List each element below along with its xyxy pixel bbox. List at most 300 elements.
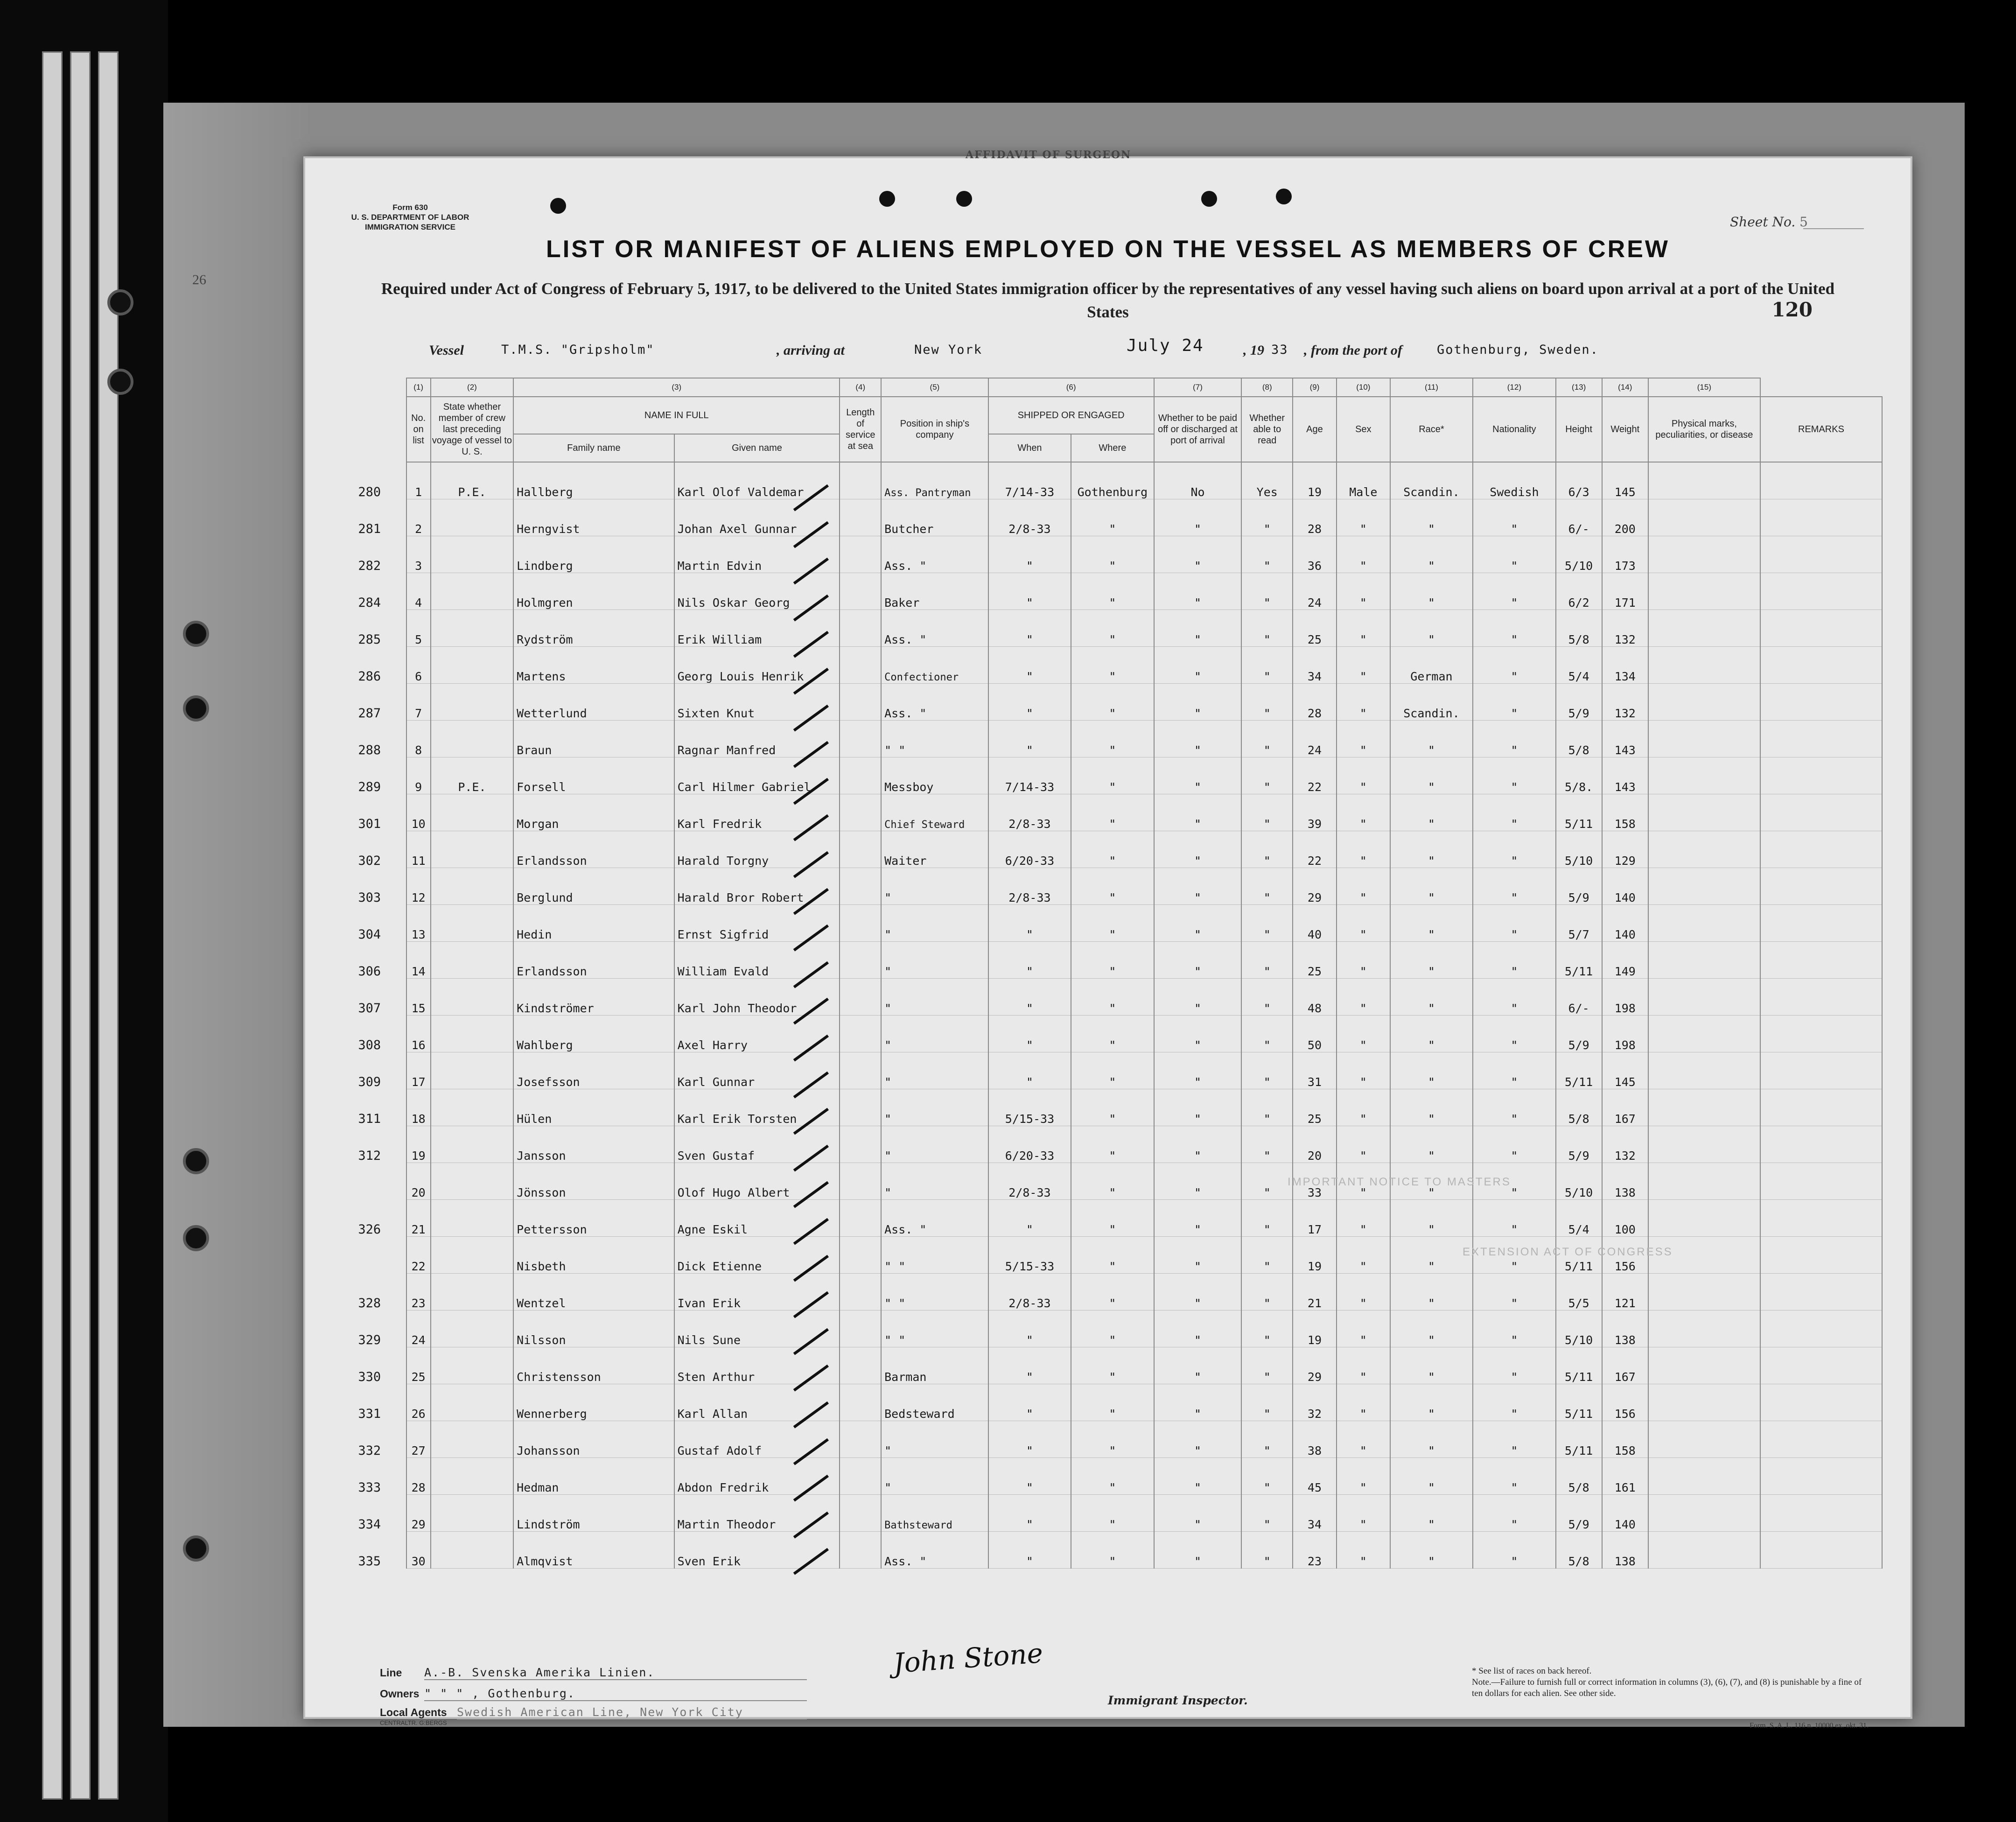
shipped-where-cell: " [1071, 1052, 1154, 1089]
list-number-cell: 11 [406, 831, 431, 868]
col-num: (5) [881, 378, 988, 397]
physical-marks-cell [1648, 1089, 1760, 1126]
previous-voyage-cell [431, 536, 513, 573]
family-name-cell: Kindströmer [513, 979, 674, 1016]
sex-cell: " [1337, 831, 1390, 868]
given-name-cell: Karl Erik Torsten [674, 1089, 840, 1126]
given-name-cell: Axel Harry [674, 1016, 840, 1052]
list-number-cell: 16 [406, 1016, 431, 1052]
header-no-on-list: No. on list [406, 397, 431, 462]
list-number-cell: 4 [406, 573, 431, 610]
shipped-when-cell: 5/15-33 [988, 1089, 1071, 1126]
margin-number-cell: 304 [333, 905, 406, 942]
shipped-where-cell: Gothenburg [1071, 462, 1154, 499]
sex-cell: " [1337, 1200, 1390, 1237]
given-name-cell: Ernst Sigfrid [674, 905, 840, 942]
margin-number-cell: 328 [333, 1274, 406, 1310]
physical-marks-cell [1648, 905, 1760, 942]
height-cell: 5/8 [1556, 1458, 1602, 1495]
length-of-service-cell [840, 1421, 881, 1458]
crew-row [333, 684, 1882, 721]
previous-voyage-cell: P.E. [431, 462, 513, 499]
shipped-where-cell: " [1071, 831, 1154, 868]
shipped-when-cell: " [988, 1532, 1071, 1569]
family-name-cell: Holmgren [513, 573, 674, 610]
age-cell: 19 [1293, 1237, 1337, 1274]
shipped-where-cell: " [1071, 536, 1154, 573]
height-cell: 5/10 [1556, 1163, 1602, 1200]
nationality-cell: " [1473, 1237, 1555, 1274]
agents-label: Local Agents [380, 1706, 447, 1718]
crew-row [333, 1532, 1882, 1569]
height-cell: 5/9 [1556, 1016, 1602, 1052]
header-given-name: Given name [674, 434, 840, 462]
height-cell: 5/9 [1556, 1495, 1602, 1532]
previous-voyage-cell [431, 979, 513, 1016]
able-to-read-cell: " [1241, 979, 1293, 1016]
shipped-where-cell: " [1071, 1310, 1154, 1347]
remarks-cell [1760, 1274, 1882, 1310]
shipped-where-cell: " [1071, 1495, 1154, 1532]
remarks-cell [1760, 1310, 1882, 1347]
header-physical-marks: Physical marks, peculiarities, or disease [1648, 397, 1760, 462]
age-cell: 34 [1293, 1495, 1337, 1532]
position-cell: Ass. " [881, 536, 988, 573]
paid-off-cell: " [1154, 1052, 1242, 1089]
col-num: (4) [840, 378, 881, 397]
crew-row [333, 831, 1882, 868]
weight-cell: 156 [1602, 1237, 1648, 1274]
sex-cell: " [1337, 942, 1390, 979]
crew-row [333, 1421, 1882, 1458]
margin-number-cell: 281 [333, 499, 406, 536]
length-of-service-cell [840, 1126, 881, 1163]
race-cell: " [1390, 536, 1473, 573]
shipped-when-cell: " [988, 1200, 1071, 1237]
family-name-cell: Braun [513, 721, 674, 757]
position-cell: " [881, 1163, 988, 1200]
sex-cell: " [1337, 1274, 1390, 1310]
length-of-service-cell [840, 1495, 881, 1532]
sex-cell: " [1337, 573, 1390, 610]
age-cell: 34 [1293, 647, 1337, 684]
given-name-cell: Ivan Erik [674, 1274, 840, 1310]
race-cell: " [1390, 610, 1473, 647]
race-cell: " [1390, 979, 1473, 1016]
sex-cell: " [1337, 1016, 1390, 1052]
age-cell: 28 [1293, 499, 1337, 536]
shipped-when-cell: " [988, 1016, 1071, 1052]
printer-mark: CENTRALTR. G:BERGS [380, 1719, 447, 1726]
shipped-when-cell: " [988, 536, 1071, 573]
position-cell: Bedsteward [881, 1384, 988, 1421]
penalty-note: Note.—Failure to furnish full or correct information in columns (3), (6), (7), and (8) is punishable by a fine of ten dollars for each alien. See other side. [1472, 1677, 1862, 1698]
race-cell: " [1390, 1126, 1473, 1163]
weight-cell: 145 [1602, 462, 1648, 499]
position-cell: " [881, 905, 988, 942]
length-of-service-cell [840, 1052, 881, 1089]
position-cell: " [881, 1421, 988, 1458]
races-note: * See list of races on back hereof. [1472, 1666, 1592, 1676]
weight-cell: 173 [1602, 536, 1648, 573]
sex-cell: " [1337, 1532, 1390, 1569]
length-of-service-cell [840, 979, 881, 1016]
age-cell: 20 [1293, 1126, 1337, 1163]
physical-marks-cell [1648, 462, 1760, 499]
physical-marks-cell [1648, 499, 1760, 536]
paid-off-cell: " [1154, 1016, 1242, 1052]
length-of-service-cell [840, 647, 881, 684]
paid-off-cell: " [1154, 794, 1242, 831]
crew-row [333, 721, 1882, 757]
position-cell: " [881, 868, 988, 905]
shipped-where-cell: " [1071, 1237, 1154, 1274]
position-cell: Ass. " [881, 1532, 988, 1569]
shipped-when-cell: 7/14-33 [988, 757, 1071, 794]
family-name-cell: Erlandsson [513, 831, 674, 868]
position-cell: Messboy [881, 757, 988, 794]
previous-voyage-cell [431, 684, 513, 721]
position-cell: Barman [881, 1347, 988, 1384]
header-weight: Weight [1602, 397, 1648, 462]
able-to-read-cell: " [1241, 868, 1293, 905]
nationality-cell: " [1473, 868, 1555, 905]
length-of-service-cell [840, 1089, 881, 1126]
age-cell: 19 [1293, 462, 1337, 499]
weight-cell: 129 [1602, 831, 1648, 868]
physical-marks-cell [1648, 1016, 1760, 1052]
shipped-where-cell: " [1071, 721, 1154, 757]
crew-row [333, 979, 1882, 1016]
given-name-cell: Sixten Knut [674, 684, 840, 721]
sex-cell: " [1337, 1458, 1390, 1495]
sex-cell: " [1337, 610, 1390, 647]
header-position: Position in ship's company [881, 397, 988, 462]
weight-cell: 134 [1602, 647, 1648, 684]
age-cell: 25 [1293, 942, 1337, 979]
remarks-cell [1760, 1089, 1882, 1126]
nationality-cell: " [1473, 1384, 1555, 1421]
given-name-cell: Karl Fredrik [674, 794, 840, 831]
shipped-where-cell: " [1071, 684, 1154, 721]
crew-row [333, 1126, 1882, 1163]
given-name-cell: Karl Olof Valdemar [674, 462, 840, 499]
length-of-service-cell [840, 1274, 881, 1310]
shipped-when-cell: " [988, 1421, 1071, 1458]
physical-marks-cell [1648, 647, 1760, 684]
length-of-service-cell [840, 462, 881, 499]
length-of-service-cell [840, 831, 881, 868]
nationality-cell: " [1473, 1421, 1555, 1458]
shipped-when-cell: " [988, 1495, 1071, 1532]
previous-voyage-cell [431, 1347, 513, 1384]
col-num: (14) [1602, 378, 1648, 397]
paid-off-cell: " [1154, 1163, 1242, 1200]
paid-off-cell: " [1154, 1089, 1242, 1126]
physical-marks-cell [1648, 684, 1760, 721]
able-to-read-cell: " [1241, 684, 1293, 721]
footer-notes [1472, 1666, 1873, 1699]
physical-marks-cell [1648, 1163, 1760, 1200]
nationality-cell: " [1473, 942, 1555, 979]
departure-port: Gothenburg, Sweden. [1437, 343, 1599, 357]
position-cell: Bathsteward [881, 1495, 988, 1532]
length-of-service-cell [840, 721, 881, 757]
crew-row [333, 1495, 1882, 1532]
given-name-cell: Sten Arthur [674, 1347, 840, 1384]
line-label: Line [380, 1667, 402, 1679]
position-cell: " [881, 979, 988, 1016]
physical-marks-cell [1648, 1052, 1760, 1089]
crew-rows [333, 462, 1882, 1569]
weight-cell: 149 [1602, 942, 1648, 979]
sex-cell: " [1337, 1237, 1390, 1274]
height-cell: 5/4 [1556, 647, 1602, 684]
sheet-no-value: 5 [1799, 214, 1808, 230]
form-id [333, 203, 487, 232]
list-number-cell: 23 [406, 1274, 431, 1310]
nationality-cell: " [1473, 1200, 1555, 1237]
crew-row [333, 942, 1882, 979]
given-name-cell: Georg Louis Henrik [674, 647, 840, 684]
paid-off-cell: " [1154, 1310, 1242, 1347]
height-cell: 6/- [1556, 979, 1602, 1016]
immigrant-inspector-label: Immigrant Inspector. [1108, 1694, 1248, 1707]
weight-cell: 140 [1602, 905, 1648, 942]
weight-cell: 138 [1602, 1532, 1648, 1569]
remarks-cell [1760, 647, 1882, 684]
list-number-cell: 8 [406, 721, 431, 757]
nationality-cell: " [1473, 1347, 1555, 1384]
race-cell: " [1390, 1163, 1473, 1200]
shipped-when-cell: " [988, 573, 1071, 610]
margin-number-cell: 282 [333, 536, 406, 573]
height-cell: 5/9 [1556, 1126, 1602, 1163]
height-cell: 5/8 [1556, 610, 1602, 647]
weight-cell: 140 [1602, 1495, 1648, 1532]
col-num: (9) [1293, 378, 1337, 397]
given-name-cell: Sven Gustaf [674, 1126, 840, 1163]
margin-number-cell: 286 [333, 647, 406, 684]
list-number-cell: 3 [406, 536, 431, 573]
margin-number-cell: 332 [333, 1421, 406, 1458]
age-cell: 36 [1293, 536, 1337, 573]
col-num: (13) [1556, 378, 1602, 397]
weight-cell: 138 [1602, 1310, 1648, 1347]
nationality-cell: " [1473, 610, 1555, 647]
family-name-cell: Josefsson [513, 1052, 674, 1089]
shipped-where-cell: " [1071, 757, 1154, 794]
header-where: Where [1071, 434, 1154, 462]
crew-row [333, 757, 1882, 794]
able-to-read-cell: Yes [1241, 462, 1293, 499]
crew-row [333, 1163, 1882, 1200]
col-num: (11) [1390, 378, 1473, 397]
vessel-line [333, 336, 1883, 371]
shipped-where-cell: " [1071, 979, 1154, 1016]
given-name-cell: Agne Eskil [674, 1200, 840, 1237]
able-to-read-cell: " [1241, 1310, 1293, 1347]
margin-number-cell: 285 [333, 610, 406, 647]
race-cell: " [1390, 794, 1473, 831]
list-number-cell: 27 [406, 1421, 431, 1458]
sheet-label: Sheet No. [1729, 214, 1796, 230]
weight-cell: 143 [1602, 721, 1648, 757]
height-cell: 5/7 [1556, 905, 1602, 942]
binder-hole [107, 369, 133, 395]
remarks-cell [1760, 499, 1882, 536]
shipped-where-cell: " [1071, 1421, 1154, 1458]
shipped-where-cell: " [1071, 1016, 1154, 1052]
sex-cell: " [1337, 647, 1390, 684]
previous-voyage-cell [431, 1310, 513, 1347]
length-of-service-cell [840, 1163, 881, 1200]
height-cell: 5/9 [1556, 868, 1602, 905]
height-cell: 6/3 [1556, 462, 1602, 499]
weight-cell: 138 [1602, 1163, 1648, 1200]
race-cell: " [1390, 1016, 1473, 1052]
shipped-when-cell: " [988, 979, 1071, 1016]
remarks-cell [1760, 462, 1882, 499]
margin-number-cell: 306 [333, 942, 406, 979]
nationality-cell: " [1473, 647, 1555, 684]
crew-row [333, 647, 1882, 684]
paid-off-cell: " [1154, 1347, 1242, 1384]
previous-voyage-cell [431, 1163, 513, 1200]
page-subtitle: Required under Act of Congress of February 5, 1917, to be delivered to the United States immigration officer by the representatives of any vessel having such aliens on board upon arrival at a port of the United States [381, 280, 1835, 321]
remarks-cell [1760, 1237, 1882, 1274]
shipped-where-cell: " [1071, 1126, 1154, 1163]
physical-marks-cell [1648, 1274, 1760, 1310]
paid-off-cell: " [1154, 979, 1242, 1016]
able-to-read-cell: " [1241, 610, 1293, 647]
able-to-read-cell: " [1241, 1163, 1293, 1200]
sex-cell: " [1337, 868, 1390, 905]
punch-hole [956, 191, 972, 207]
race-cell: " [1390, 1532, 1473, 1569]
family-name-cell: Jansson [513, 1126, 674, 1163]
physical-marks-cell [1648, 831, 1760, 868]
list-number-cell: 18 [406, 1089, 431, 1126]
remarks-cell [1760, 684, 1882, 721]
family-name-cell: Nilsson [513, 1310, 674, 1347]
race-cell: " [1390, 905, 1473, 942]
column-number-row [333, 378, 1882, 397]
family-name-cell: Hedman [513, 1458, 674, 1495]
age-cell: 48 [1293, 979, 1337, 1016]
remarks-cell [1760, 610, 1882, 647]
able-to-read-cell: " [1241, 1274, 1293, 1310]
physical-marks-cell [1648, 1200, 1760, 1237]
family-name-cell: Wennerberg [513, 1384, 674, 1421]
backing-board-shade [163, 103, 313, 1727]
remarks-cell [1760, 831, 1882, 868]
given-name-cell: Karl John Theodor [674, 979, 840, 1016]
height-cell: 5/11 [1556, 1384, 1602, 1421]
list-number-cell: 5 [406, 610, 431, 647]
weight-cell: 161 [1602, 1458, 1648, 1495]
able-to-read-cell: " [1241, 1532, 1293, 1569]
weight-cell: 100 [1602, 1200, 1648, 1237]
height-cell: 5/11 [1556, 942, 1602, 979]
age-cell: 40 [1293, 905, 1337, 942]
paid-off-cell: " [1154, 573, 1242, 610]
family-name-cell: Wentzel [513, 1274, 674, 1310]
given-name-cell: Gustaf Adolf [674, 1421, 840, 1458]
margin-number-cell: 301 [333, 794, 406, 831]
family-name-cell: Berglund [513, 868, 674, 905]
previous-voyage-cell [431, 1274, 513, 1310]
form-number: Form 630 [392, 203, 428, 212]
age-cell: 38 [1293, 1421, 1337, 1458]
race-cell: Scandin. [1390, 684, 1473, 721]
length-of-service-cell [840, 794, 881, 831]
race-cell: " [1390, 757, 1473, 794]
age-cell: 22 [1293, 831, 1337, 868]
header-family-name: Family name [513, 434, 674, 462]
footer-line-row [380, 1666, 807, 1680]
height-cell: 6/2 [1556, 573, 1602, 610]
previous-voyage-cell [431, 1126, 513, 1163]
left-tab-number: 26 [192, 272, 206, 287]
list-number-cell: 13 [406, 905, 431, 942]
sex-cell: " [1337, 536, 1390, 573]
previous-voyage-cell [431, 499, 513, 536]
bleed-through-text: IMPORTANT NOTICE TO MASTERS [1288, 1176, 1511, 1188]
nationality-cell: " [1473, 1274, 1555, 1310]
shipped-where-cell: " [1071, 647, 1154, 684]
sex-cell: " [1337, 499, 1390, 536]
previous-voyage-cell [431, 794, 513, 831]
paid-off-cell: " [1154, 1421, 1242, 1458]
given-name-cell: Karl Allan [674, 1384, 840, 1421]
race-cell: German [1390, 647, 1473, 684]
given-name-cell: Dick Etienne [674, 1237, 840, 1274]
previous-voyage-cell [431, 647, 513, 684]
length-of-service-cell [840, 905, 881, 942]
shipped-when-cell: 6/20-33 [988, 831, 1071, 868]
age-cell: 32 [1293, 1384, 1337, 1421]
position-cell: Chief Steward [881, 794, 988, 831]
able-to-read-cell: " [1241, 536, 1293, 573]
header-remarks: REMARKS [1760, 397, 1882, 462]
previous-voyage-cell [431, 721, 513, 757]
length-of-service-cell [840, 1310, 881, 1347]
punch-hole [1276, 189, 1292, 204]
margin-number-cell: 312 [333, 1126, 406, 1163]
crew-row [333, 1310, 1882, 1347]
weight-cell: 200 [1602, 499, 1648, 536]
length-of-service-cell [840, 1347, 881, 1384]
shipped-when-cell: 2/8-33 [988, 499, 1071, 536]
previous-voyage-cell [431, 831, 513, 868]
crew-row [333, 610, 1882, 647]
race-cell: " [1390, 1384, 1473, 1421]
binder-hole [183, 695, 209, 722]
binder-hole [183, 1148, 209, 1174]
sex-cell: Male [1337, 462, 1390, 499]
paid-off-cell: " [1154, 1495, 1242, 1532]
paid-off-cell: " [1154, 905, 1242, 942]
weight-cell: 143 [1602, 757, 1648, 794]
race-cell: " [1390, 573, 1473, 610]
position-cell: " [881, 1052, 988, 1089]
sex-cell: " [1337, 794, 1390, 831]
previous-voyage-cell [431, 1052, 513, 1089]
age-cell: 24 [1293, 573, 1337, 610]
shipped-where-cell: " [1071, 868, 1154, 905]
able-to-read-cell: " [1241, 573, 1293, 610]
